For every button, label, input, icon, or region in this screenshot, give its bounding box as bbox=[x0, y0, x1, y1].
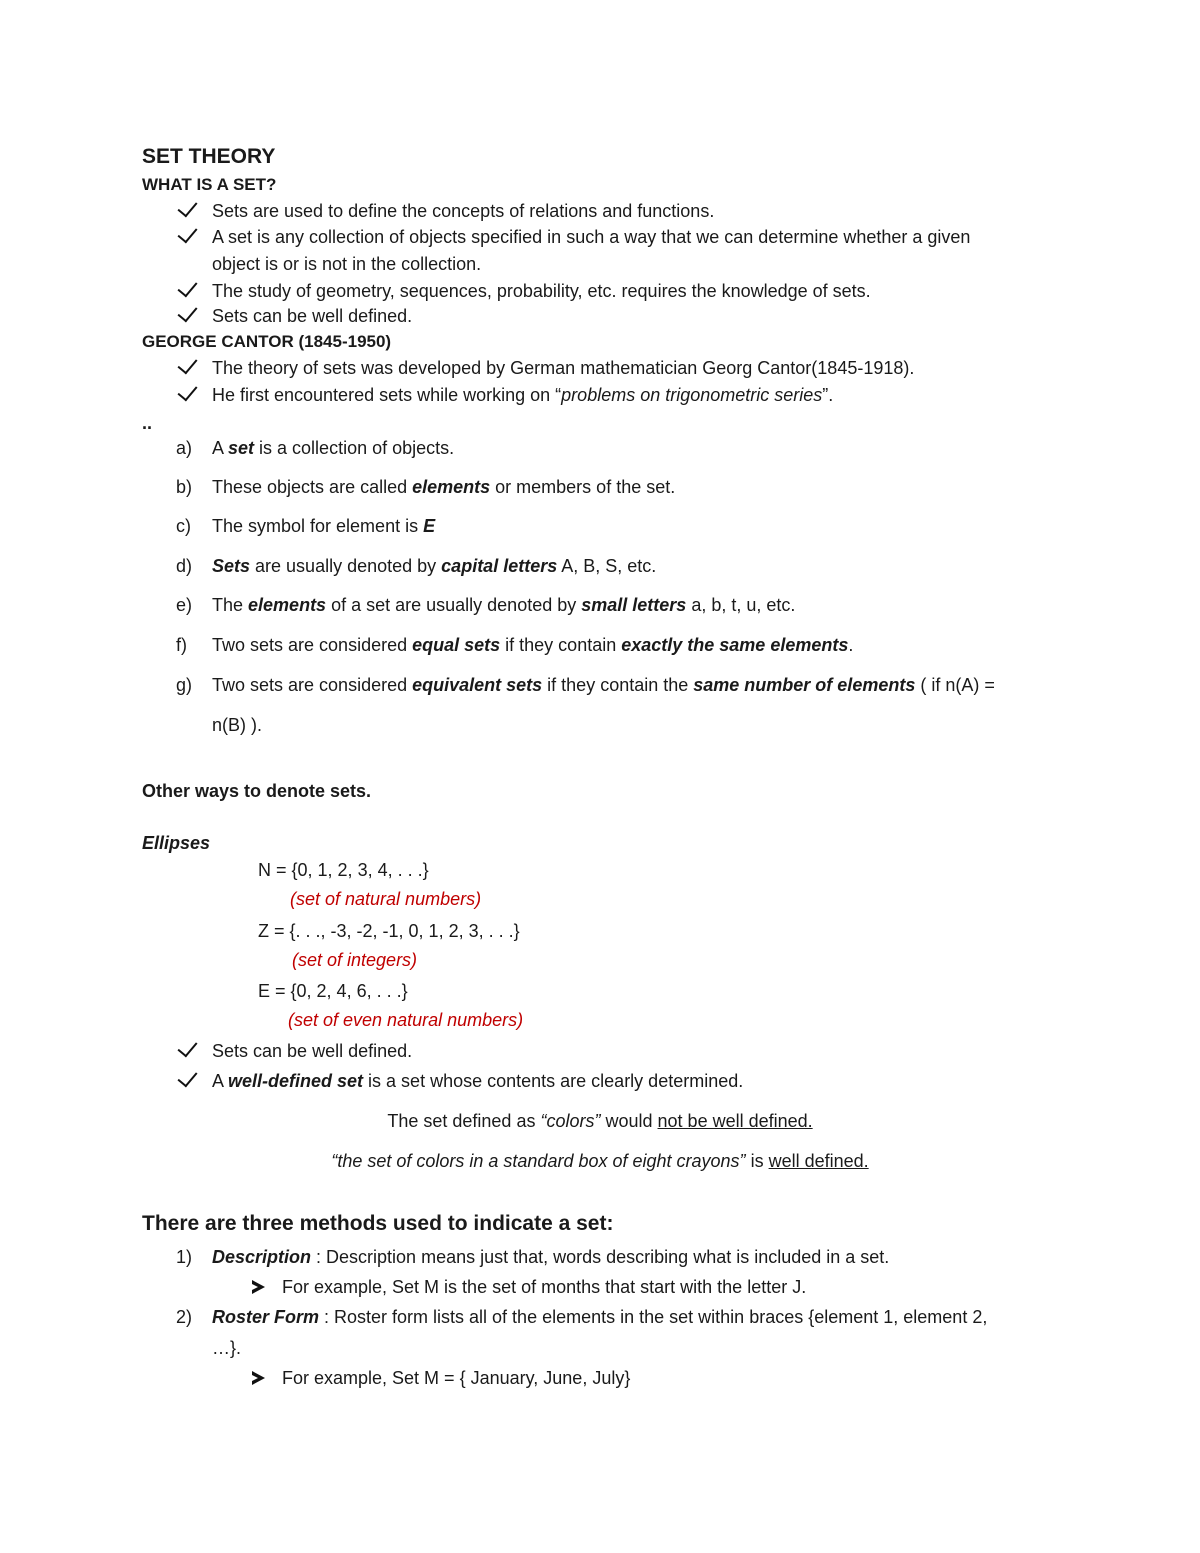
method-description bbox=[212, 1246, 889, 1268]
list-item bbox=[212, 476, 675, 498]
checkmark-icon bbox=[178, 223, 198, 244]
ellipses-heading: Ellipses bbox=[142, 833, 211, 853]
list-text: of a set are usually denoted by bbox=[326, 595, 582, 615]
method-text: : Roster form lists all of the elements in the set within braces {element 1, element 2, bbox=[319, 1307, 988, 1327]
what-is-item: Sets can be well defined. bbox=[212, 306, 413, 326]
cantor-item-quote: “ bbox=[555, 385, 562, 405]
list-emphasis: equal sets bbox=[412, 635, 501, 655]
method-marker: 1) bbox=[176, 1247, 193, 1267]
method-marker: 2) bbox=[176, 1307, 193, 1327]
well-defined-emphasis: well-defined set bbox=[228, 1071, 364, 1091]
list-marker: c) bbox=[176, 516, 191, 536]
cantor-item-text: He first encountered sets while working on bbox=[212, 385, 556, 405]
crayons-example bbox=[0, 1150, 1200, 1172]
list-text: These objects are called bbox=[212, 477, 413, 497]
checkmark-icon bbox=[178, 302, 198, 323]
list-item bbox=[212, 437, 454, 459]
list-emphasis: elements bbox=[412, 477, 491, 497]
list-marker: a) bbox=[176, 438, 193, 458]
what-is-item: A set is any collection of objects specified in such a way that we can determine whether a given bbox=[212, 227, 971, 247]
list-emphasis: capital letters bbox=[441, 556, 558, 576]
list-item bbox=[212, 594, 795, 616]
methods-heading: There are three methods used to indicate a set: bbox=[142, 1212, 614, 1235]
list-marker: g) bbox=[176, 675, 193, 695]
ellipsis-marker: .. bbox=[142, 413, 153, 433]
list-emphasis: small letters bbox=[581, 595, 687, 615]
list-text: ( if n(A) = bbox=[915, 675, 995, 695]
cantor-item: The theory of sets was developed by German mathematician Georg Cantor(1845-1918). bbox=[212, 358, 915, 378]
list-item-continued: n(B) ). bbox=[212, 715, 263, 735]
list-emphasis: elements bbox=[248, 595, 327, 615]
cantor-item-close: ”. bbox=[822, 385, 834, 405]
crayons-text: is bbox=[745, 1151, 769, 1171]
list-text: Two sets are considered bbox=[212, 635, 413, 655]
colors-underlined: not be well defined. bbox=[657, 1111, 813, 1131]
set-note: (set of even natural numbers) bbox=[288, 1010, 524, 1030]
list-emphasis: Sets bbox=[212, 556, 251, 576]
set-integers: Z = {. . ., -3, -2, -1, 0, 1, 2, 3, . . .} bbox=[258, 921, 520, 941]
set-note: (set of natural numbers) bbox=[290, 889, 482, 909]
method-roster bbox=[212, 1306, 987, 1328]
arrow-bullet-icon bbox=[252, 1371, 265, 1385]
list-text: Two sets are considered bbox=[212, 675, 413, 695]
what-is-item: The study of geometry, sequences, probability, etc. requires the knowledge of sets. bbox=[212, 281, 871, 301]
list-text: if they contain bbox=[500, 635, 622, 655]
crayons-quote: “the set of colors in a standard box of eight crayons” bbox=[331, 1151, 746, 1171]
what-is-item-continued: object is or is not in the collection. bbox=[212, 254, 482, 274]
set-note: (set of integers) bbox=[292, 950, 418, 970]
list-emphasis: equivalent sets bbox=[412, 675, 543, 695]
method-example: For example, Set M is the set of months that start with the letter J. bbox=[282, 1277, 807, 1297]
list-marker: f) bbox=[176, 635, 187, 655]
method-roster-continued: …}. bbox=[212, 1338, 242, 1358]
list-emphasis: exactly the same elements bbox=[621, 635, 849, 655]
colors-text: The set defined as bbox=[387, 1111, 541, 1131]
list-item bbox=[212, 515, 435, 537]
other-ways-heading: Other ways to denote sets. bbox=[142, 781, 372, 801]
list-item bbox=[212, 634, 853, 656]
checkmark-icon bbox=[178, 277, 198, 298]
well-defined-text: is a set whose contents are clearly determined. bbox=[363, 1071, 744, 1091]
list-text: or members of the set. bbox=[490, 477, 676, 497]
list-text: . bbox=[848, 635, 854, 655]
list-item bbox=[212, 674, 995, 696]
list-marker: d) bbox=[176, 556, 193, 576]
colors-text: would bbox=[600, 1111, 658, 1131]
what-is-item: Sets are used to define the concepts of relations and functions. bbox=[212, 201, 715, 221]
method-name: Description bbox=[212, 1247, 312, 1267]
cantor-item-italic: problems on trigonometric series bbox=[561, 385, 823, 405]
list-marker: b) bbox=[176, 477, 193, 497]
checkmark-icon bbox=[178, 354, 198, 375]
cantor-item bbox=[212, 384, 833, 406]
well-defined-item bbox=[212, 1070, 743, 1092]
method-text: : Description means just that, words describing what is included in a set. bbox=[311, 1247, 890, 1267]
list-text: The bbox=[212, 595, 249, 615]
colors-quote: “colors” bbox=[540, 1111, 601, 1131]
set-even-numbers: E = {0, 2, 4, 6, . . .} bbox=[258, 981, 408, 1001]
checkmark-icon bbox=[178, 381, 198, 402]
arrow-bullet-icon bbox=[252, 1280, 265, 1294]
list-text: The symbol for element is bbox=[212, 516, 424, 536]
checkmark-icon bbox=[178, 197, 198, 218]
cantor-heading: GEORGE CANTOR (1845-1950) bbox=[142, 332, 392, 351]
list-emphasis: E bbox=[423, 516, 436, 536]
list-emphasis: set bbox=[228, 438, 255, 458]
list-text: if they contain the bbox=[542, 675, 694, 695]
well-defined-text: A bbox=[212, 1071, 229, 1091]
page-title: SET THEORY bbox=[142, 145, 276, 168]
checkmark-icon bbox=[178, 1037, 198, 1058]
list-marker: e) bbox=[176, 595, 193, 615]
list-text: are usually denoted by bbox=[250, 556, 442, 576]
set-natural-numbers: N = {0, 1, 2, 3, 4, . . .} bbox=[258, 860, 429, 880]
method-example: For example, Set M = { January, June, July} bbox=[282, 1368, 631, 1388]
list-text: A bbox=[212, 438, 229, 458]
checkmark-icon bbox=[178, 1067, 198, 1088]
crayons-underlined: well defined. bbox=[768, 1151, 869, 1171]
list-text: A, B, S, etc. bbox=[557, 556, 657, 576]
list-emphasis: same number of elements bbox=[693, 675, 916, 695]
list-item bbox=[212, 555, 656, 577]
well-defined-item: Sets can be well defined. bbox=[212, 1041, 413, 1061]
method-name: Roster Form bbox=[212, 1307, 320, 1327]
what-is-heading: WHAT IS A SET? bbox=[142, 175, 277, 194]
colors-example bbox=[0, 1110, 1200, 1132]
list-text: is a collection of objects. bbox=[254, 438, 455, 458]
list-text: a, b, t, u, etc. bbox=[686, 595, 796, 615]
